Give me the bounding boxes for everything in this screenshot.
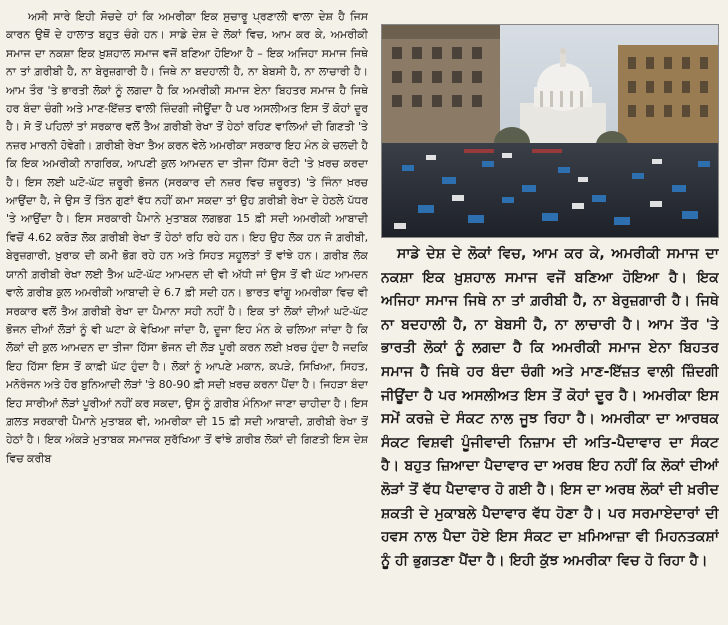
crowd-capitol-photo [382,25,718,237]
article-photo [381,24,719,238]
photo-caption: ਸਾਡੇ ਦੇਸ਼ ਦੇ ਲੋਕਾਂ ਵਿਚ, ਆਮ ਕਰ ਕੇ, ਅਮਰੀਕੀ ਸਮਾਜ ਦਾ ਨਕਸ਼ਾ ਇਕ ਖ਼ੁਸ਼ਹਾਲ ਸਮਾਜ ਵਜੋਂ ਬਣਿਆ ਹੋਇਆ ਹੈ। ਇਕ ਅਜਿਹਾ ਸਮਾਜ ਜਿਥੇ ਨਾ ਤਾਂ ਗ਼ਰੀਬੀ ਹੈ, ਨਾ ਬੇਰੁਜ਼ਗਾਰੀ ਹੈ। ਜਿਥੇ ਨਾ ਬਦਹਾਲੀ ਹੈ, ਨਾ ਬੇਬਸੀ ਹੈ, ਨਾ ਲਾਚਾਰੀ ਹੈ। ਆਮ ਤੌਰ 'ਤੇ ਭਾਰਤੀ ਲੋਕਾਂ ਨੂੰ ਲਗਦਾ ਹੈ ਕਿ ਅਮਰੀਕੀ ਸਮਾਜ ਏਨਾ ਬਿਹਤਰ ਸਮਾਜ ਹੈ ਜਿਥੇ ਹਰ ਬੰਦਾ ਚੰਗੀ ਅਤੇ ਮਾਣ-ਇੱਜ਼ਤ ਵਾਲੀ ਜ਼ਿੰਦਗੀ ਜੀਊਂਦਾ ਹੈ ਪਰ ਅਸਲੀਅਤ ਇਸ ਤੋਂ ਕੋਹਾਂ ਦੂਰ ਹੈ। ਅਮਰੀਕਾ ਇਸ ਸਮੇਂ ਕਰਜ਼ੇ ਦੇ ਸੰਕਟ ਨਾਲ ਜੂਝ ਰਿਹਾ ਹੈ। ਅਮਰੀਕਾ ਦਾ ਆਰਥਕ ਸੰਕਟ ਵਿਸ਼ਵੀ ਪੂੰਜੀਵਾਦੀ ਨਿਜ਼ਾਮ ਦੀ ਅਤਿ-ਪੈਦਾਵਾਰ ਦਾ ਸੰਕਟ ਹੈ। ਬਹੁਤ ਜ਼ਿਆਦਾ ਪੈਦਾਵਾਰ ਦਾ ਅਰਥ ਇਹ ਨਹੀਂ ਕਿ ਲੋਕਾਂ ਦੀਆਂ ਲੋੜਾਂ ਤੋਂ ਵੱਧ ਪੈਦਾਵਾਰ ਹੋ ਗਈ ਹੈ। ਇਸ ਦਾ ਅਰਥ ਲੋਕਾਂ ਦੀ ਖ਼ਰੀਦ ਸ਼ਕਤੀ ਦੇ ਮੁਕਾਬਲੇ ਪੈਦਾਵਾਰ ਵੱਧ ਹੋਣਾ ਹੈ। ਪਰ ਸਰਮਾਏਦਾਰਾਂ ਦੀ ਹਵਸ ਨਾਲ ਪੈਦਾ ਹੋਏ ਇਸ ਸੰਕਟ ਦਾ ਖ਼ਮਿਆਜ਼ਾ ਵੀ ਮਿਹਨਤਕਸ਼ਾਂ ਨੂੰ ਹੀ ਭੁਗਤਣਾ ਪੈਂਦਾ ਹੈ। ਇਹੀ ਕੁੱਝ ਅਮਰੀਕਾ ਵਿਚ ਹੋ ਰਿਹਾ ਹੈ। [381,246,719,569]
article-left-column: ਅਸੀ ਸਾਰੇ ਇਹੀ ਸੋਚਦੇ ਹਾਂ ਕਿ ਅਮਰੀਕਾ ਇਕ ਸੁਚਾਰੂ ਪ੍ਰਣਾਲੀ ਵਾਲਾ ਦੇਸ਼ ਹੈ ਜਿਸ ਕਾਰਨ ਉਥੋਂ ਦੇ ਹਾਲਾਤ ਬਹੁਤ ਚੰਗੇ ਹਨ। ਸਾਡੇ ਦੇਸ਼ ਦੇ ਲੋਕਾਂ ਵਿਚ, ਆਮ ਕਰ ਕੇ, ਅਮਰੀਕੀ ਸਮਾਜ ਦਾ ਨਕਸ਼ਾ ਇਕ ਖ਼ੁਸ਼ਹਾਲ ਸਮਾਜ ਵਜੋਂ ਬਣਿਆ ਹੋਇਆ ਹੈ – ਇਕ ਅਜਿਹਾ ਸਮਾਜ ਜਿਥੇ ਨਾ ਤਾਂ ਗ਼ਰੀਬੀ ਹੈ, ਨਾ ਬੇਰੁਜ਼ਗਾਰੀ ਹੈ। ਜਿਥੇ ਨਾ ਬਦਹਾਲੀ ਹੈ, ਨਾ ਬੇਬਸੀ ਹੈ, ਨਾ ਲਾਚਾਰੀ ਹੈ। ਆਮ ਤੌਰ 'ਤੇ ਭਾਰਤੀ ਲੋਕਾਂ ਨੂੰ ਲਗਦਾ ਹੈ ਕਿ ਅਮਰੀਕੀ ਸਮਾਜ ਏਨਾ ਬਿਹਤਰ ਸਮਾਜ ਹੈ ਜਿਥੇ ਹਰ ਬੰਦਾ ਚੰਗੀ ਅਤੇ ਮਾਣ-ਇੱਜ਼ਤ ਵਾਲੀ ਜ਼ਿੰਦਗੀ ਜੀਊਂਦਾ ਹੈ ਪਰ ਅਸਲੀਅਤ ਇਸ ਤੋਂ ਕੋਹਾਂ ਦੂਰ ਹੈ। ਸੋ ਤੋਂ ਪਹਿਲਾਂ ਤਾਂ ਸਰਕਾਰ ਵਲੋਂ ਤੈਅ ਗ਼ਰੀਬੀ ਰੇਖਾ ਤੋਂ ਹੇਠਾਂ ਰਹਿਣ ਵਾਲਿਆਂ ਦੀ ਗਿਣਤੀ 'ਤੇ ਨਜ਼ਰ ਮਾਰਨੀ ਹੋਵੇਗੀ। ਗ਼ਰੀਬੀ ਰੇਖਾ ਤੈਅ ਕਰਨ ਵੇਲੇ ਅਮਰੀਕਾ ਸਰਕਾਰ ਇਹ ਮੰਨ ਕੇ ਚਲਦੀ ਹੈ ਕਿ ਇਕ ਅਮਰੀਕੀ ਨਾਗਰਿਕ, ਆਪਣੀ ਕੁਲ ਆਮਦਨ ਦਾ ਤੀਜਾ ਹਿੱਸਾ ਰੋਟੀ 'ਤੇ ਖ਼ਰਚ ਕਰਦਾ ਹੈ। ਇਸ ਲਈ ਘਟੋ-ਘੱਟ ਜ਼ਰੂਰੀ ਭੋਜਨ (ਸਰਕਾਰ ਦੀ ਨਜ਼ਰ ਵਿਚ ਜ਼ਰੂਰਤ) 'ਤੇ ਜਿੰਨਾ ਖ਼ਰਚ ਆਉਂਦਾ ਹੈ, ਜੇ ਉਸ ਤੋਂ ਤਿੰਨ ਗੁਣਾਂ ਵੱਧ ਨਹੀਂ ਕਮਾ ਸਕਦਾ ਤਾਂ ਉਹ ਗ਼ਰੀਬੀ ਰੇਖਾ ਦੇ ਹੇਠਲੇ ਪੱਧਰ 'ਤੇ ਆਉਂਦਾ ਹੈ। ਇਸ ਸਰਕਾਰੀ ਪੈਮਾਨੇ ਮੁਤਾਬਕ ਲਗਭਗ 15 ਫ਼ੀ ਸਦੀ ਅਮਰੀਕੀ ਆਬਾਦੀ ਵਿਚੋਂ 4.62 ਕਰੋੜ ਲੋਕ ਗ਼ਰੀਬੀ ਰੇਖਾ ਤੋਂ ਹੇਠਾਂ ਰਹਿ ਰਹੇ ਹਨ। ਇਹ ਉਹ ਲੋਕ ਹਨ ਜੋ ਗ਼ਰੀਬੀ, ਬੇਰੁਜ਼ਗਾਰੀ, ਖ਼ੁਰਾਕ ਦੀ ਕਮੀ ਭੋਗ ਰਹੇ ਹਨ ਅਤੇ ਸਿਹਤ ਸਹੂਲਤਾਂ ਤੋਂ ਵਾਂਝੇ ਹਨ। ਗ਼ਰੀਬ ਲੋਕ ਯਾਨੀ ਗ਼ਰੀਬੀ ਰੇਖਾ ਲਈ ਤੈਅ ਘਟੋ-ਘੱਟ ਆਮਦਨ ਦੀ ਵੀ ਅੱਧੀ ਜਾਂ ਉਸ ਤੋਂ ਵੀ ਘੱਟ ਆਮਦਨ ਵਾਲੇ ਗ਼ਰੀਬ ਕੁਲ ਅਮਰੀਕੀ ਆਬਾਦੀ ਦੇ 6.7 ਫ਼ੀ ਸਦੀ ਹਨ। ਭਾਰਤ ਵਾਂਗੂ ਅਮਰੀਕਾ ਵਿਚ ਵੀ ਸਰਕਾਰ ਵਲੋਂ ਤੈਅ ਗ਼ਰੀਬੀ ਰੇਖਾ ਦਾ ਪੈਮਾਨਾ ਸਹੀ ਨਹੀਂ ਹੈ। ਇਕ ਤਾਂ ਲੋਕਾਂ ਦੀਆਂ ਘਟੋ-ਘੱਟ ਭੋਜਨ ਦੀਆਂ ਲੋੜਾਂ ਨੂੰ ਵੀ ਘਟਾ ਕੇ ਵੇਖਿਆ ਜਾਂਦਾ ਹੈ, ਦੂਜਾ ਇਹ ਮੰਨ ਕੇ ਚਲਿਆ ਜਾਂਦਾ ਹੈ ਕਿ ਲੋਕਾਂ ਦੀ ਕੁਲ ਆਮਦਨ ਦਾ ਤੀਜਾ ਹਿੱਸਾ ਭੋਜਨ ਦੀ ਲੋੜ ਪੂਰੀ ਕਰਨ ਲਈ ਖ਼ਰਚ ਹੁੰਦਾ ਹੈ ਜਦਕਿ ਇਹ ਹਿੱਸਾ ਇਸ ਤੋਂ ਕਾਫ਼ੀ ਘੱਟ ਹੁੰਦਾ ਹੈ। ਲੋਕਾਂ ਨੂੰ ਆਪਣੇ ਮਕਾਨ, ਕਪੜੇ, ਸਿਖਿਆ, ਸਿਹਤ, ਮਨੋਰੰਜਨ ਅਤੇ ਹੋਰ ਬੁਨਿਆਦੀ ਲੋੜਾਂ 'ਤੇ 80-90 ਫ਼ੀ ਸਦੀ ਖ਼ਰਚ ਕਰਨਾ ਪੈਂਦਾ ਹੈ। ਜਿਹੜਾ ਬੰਦਾ ਇਹ ਸਾਰੀਆਂ ਲੋੜਾਂ ਪੂਰੀਆਂ ਨਹੀਂ ਕਰ ਸਕਦਾ, ਉਸ ਨੂੰ ਗ਼ਰੀਬ ਮੰਨਿਆ ਜਾਣਾ ਚਾਹੀਦਾ ਹੈ। ਇਸ ਗ਼ਲਤ ਸਰਕਾਰੀ ਪੈਮਾਨੇ ਮੁਤਾਬਕ ਵੀ, ਅਮਰੀਕਾ ਦੀ 15 ਫ਼ੀ ਸਦੀ ਆਬਾਦੀ, ਗ਼ਰੀਬੀ ਰੇਖਾ ਤੋਂ ਹੇਠਾਂ ਹੈ। ਇਕ ਅੰਕੜੇ ਮੁਤਾਬਕ ਸਮਾਜਕ ਸੁਰੱਖਿਆ ਤੋਂ ਵਾਂਝੇ ਗ਼ਰੀਬ ਲੋਕਾਂ ਦੀ ਗਿਣਤੀ ਇਸ ਦੇਸ਼ ਵਿਚ ਕਰੀਬ [6,10,368,465]
